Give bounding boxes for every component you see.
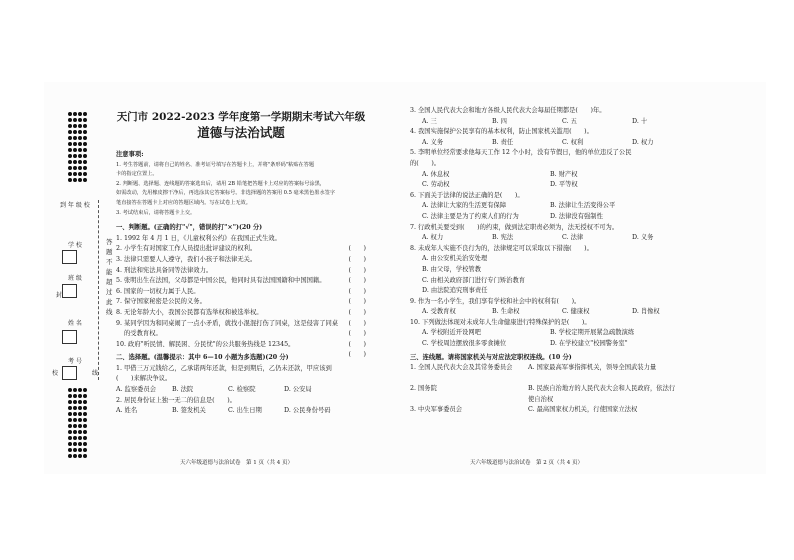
binding-dot xyxy=(73,172,77,176)
binding-dot xyxy=(78,430,82,434)
section1-heading: 一、判断题。(正确的打"√"，错误的打"×")(20 分) xyxy=(116,224,263,232)
binding-dot xyxy=(78,154,82,158)
judge-item: 9. 某同学因为和同桌闹了一点小矛盾，就找小混混打伤了同桌，这是侵害了同桌 ( ) xyxy=(116,319,366,330)
q7-options xyxy=(410,233,710,244)
binding-dot xyxy=(73,388,77,392)
option[interactable]: C. 权利 xyxy=(562,138,584,146)
question-7: 7. 行政机关要受到( )的约束，做到法定职责必须为，法无授权不可为。 xyxy=(410,223,619,231)
binding-dot xyxy=(73,412,77,416)
question-4: 4. 我国实施保护公民享有的基本权利，防止国家机关滥用( )。 xyxy=(410,128,593,136)
binding-dot xyxy=(83,142,87,146)
binding-dot xyxy=(68,112,72,116)
name-box[interactable] xyxy=(62,330,77,344)
judge-item: 的受教育权。 ( ) xyxy=(116,329,366,340)
option[interactable]: B. 责任 xyxy=(492,138,514,146)
matching-left: 2. 国务院 xyxy=(410,385,437,393)
question-6: 6. 下面关于法律的说法正确的是( )。 xyxy=(410,191,524,199)
q5-options-cd xyxy=(410,180,710,191)
no-answer-beyond-line-text: 答题不能超过此线 xyxy=(106,238,113,316)
binding-dot xyxy=(83,172,87,176)
margin-label-top: 到 年 级 校 xyxy=(60,202,90,209)
exam-title: 天门市 2022-2023 学年度第一学期期末考试六年级 xyxy=(116,111,366,123)
binding-dot xyxy=(83,418,87,422)
margin-label-school: 学 校 xyxy=(68,242,82,249)
notice-line: 卡的指定位置上。 xyxy=(116,171,158,178)
binding-dot xyxy=(68,418,72,422)
binding-dot xyxy=(78,136,82,140)
notice-heading: 注意事项: xyxy=(116,151,144,158)
binding-dot xyxy=(73,454,77,458)
answer-paren[interactable]: ( ) xyxy=(348,330,366,338)
binding-dot xyxy=(68,130,72,134)
binding-dot xyxy=(83,118,87,122)
option[interactable]: C. 五 xyxy=(562,117,577,125)
q10-options-ab xyxy=(410,328,710,339)
binding-dot xyxy=(78,454,82,458)
binding-dot xyxy=(78,124,82,128)
notice-line: 笔直接答在答题卡上对应的答题区域内。写在试卷上无效。 xyxy=(116,199,251,206)
answer-paren[interactable]: ( ) xyxy=(348,298,366,306)
binding-dot xyxy=(83,154,87,158)
binding-dot xyxy=(83,178,87,182)
option[interactable]: C. 学校周边摆放很多零食摊位 xyxy=(422,340,507,348)
option[interactable]: B. 四 xyxy=(492,117,507,125)
binding-dot xyxy=(83,136,87,140)
binding-dot xyxy=(78,142,82,146)
option[interactable]: A. 姓名 xyxy=(116,407,138,415)
section2-heading: 二、选择题。(温馨提示：其中 6—10 小题为多选题)(20 分) xyxy=(116,354,289,362)
matching-row[interactable] xyxy=(410,363,710,384)
question-10: 10. 下列做法体现对未成年人生命健康进行特殊保护的是( )。 xyxy=(410,318,591,326)
binding-dot xyxy=(83,124,87,128)
binding-dot xyxy=(83,436,87,440)
binding-dot xyxy=(78,448,82,452)
binding-dot xyxy=(78,406,82,410)
matching-right: A. 国家最高军事指挥机关，领导全国武装力量 xyxy=(528,364,657,372)
matching-row[interactable] xyxy=(410,384,710,405)
question-5: 5. 李明单位经常要求他每天工作 12 个小时，没有节假日，他的单位违反了公民 xyxy=(410,149,632,157)
binding-dot xyxy=(68,148,72,152)
binding-dot xyxy=(83,430,87,434)
option[interactable]: C. 法律主要是为了约束人们的行为 xyxy=(422,212,519,220)
q5-options-ab xyxy=(410,170,710,181)
binding-dot xyxy=(78,400,82,404)
binding-dot xyxy=(78,118,82,122)
answer-paren[interactable]: ( ) xyxy=(348,319,366,327)
binding-dot xyxy=(73,142,77,146)
binding-dot xyxy=(73,178,77,182)
binding-dot xyxy=(78,442,82,446)
margin-label-feng: 封 xyxy=(56,292,63,299)
option[interactable]: C. 由相关政府部门进行专门矫治教育 xyxy=(422,276,526,284)
notice-line: 1. 考生答题前，请将自己的姓名、准考证号填写在答题卡上，并将"条形码"粘贴在答题 xyxy=(116,161,315,168)
binding-dot xyxy=(83,160,87,164)
school-box[interactable] xyxy=(62,250,77,264)
binding-dot xyxy=(83,166,87,170)
page-2 xyxy=(410,106,710,426)
judge-item: 5. 张明出生在法国，父母都是中国公民，他同时具有法国国籍和中国国籍。 ( ) xyxy=(116,276,366,287)
binding-dot xyxy=(78,388,82,392)
binding-dot xyxy=(83,400,87,404)
option[interactable]: A. 学校附近开设网吧 xyxy=(422,329,481,337)
binding-dot xyxy=(68,172,72,176)
option[interactable]: A. 义务 xyxy=(422,138,444,146)
binding-dot xyxy=(83,394,87,398)
binding-dot xyxy=(73,160,77,164)
binding-dot xyxy=(68,436,72,440)
answer-paren[interactable]: ( ) xyxy=(348,308,366,316)
option[interactable]: A. 监察委员会 xyxy=(116,386,157,394)
binding-dot xyxy=(78,166,82,170)
question-1-cont: ( )来解决争议。 xyxy=(116,375,172,383)
binding-dot xyxy=(78,160,82,164)
option[interactable]: A. 法律让大家的生活更有保障 xyxy=(422,202,507,210)
binding-dot xyxy=(78,418,82,422)
margin-label-exam-no: 考 号 xyxy=(68,358,82,365)
notice-list xyxy=(116,161,366,219)
option[interactable]: D. 平等权 xyxy=(550,181,578,189)
binding-dot xyxy=(68,142,72,146)
option[interactable]: C. 劳动权 xyxy=(422,181,450,189)
q3-options xyxy=(410,117,710,128)
binding-dot xyxy=(68,178,72,182)
binding-dot xyxy=(68,454,72,458)
option[interactable]: D. 义务 xyxy=(632,234,654,242)
binding-dot xyxy=(83,406,87,410)
option[interactable]: A. 休息权 xyxy=(422,170,450,178)
option[interactable]: B. 财产权 xyxy=(550,170,578,178)
class-box[interactable] xyxy=(62,284,77,298)
binding-dot xyxy=(73,424,77,428)
q1-options xyxy=(116,385,366,396)
binding-line xyxy=(98,200,99,380)
binding-dot xyxy=(83,424,87,428)
binding-dot xyxy=(68,160,72,164)
judge-item: 8. 无论年龄大小，我国公民都有选举权和被选举权。 ( ) xyxy=(116,308,366,319)
binding-dot xyxy=(73,406,77,410)
binding-dot xyxy=(83,442,87,446)
answer-paren[interactable]: ( ) xyxy=(348,245,366,253)
binding-dots-bottom xyxy=(68,388,88,458)
option[interactable]: D. 公安局 xyxy=(284,386,312,394)
binding-dot xyxy=(73,124,77,128)
binding-dot xyxy=(83,388,87,392)
binding-dot xyxy=(73,154,77,158)
binding-dot xyxy=(83,412,87,416)
q6-options-ab xyxy=(410,201,710,212)
binding-dot xyxy=(83,112,87,116)
binding-dot xyxy=(83,148,87,152)
binding-dot xyxy=(83,130,87,134)
q10-options-cd xyxy=(410,339,710,350)
option[interactable]: D. 由法院追究刑事责任 xyxy=(422,287,488,295)
page-2-footer: 天六年级道德与法治试卷 第 2 页（共 4 页） xyxy=(470,460,583,466)
binding-dot xyxy=(68,430,72,434)
binding-dot xyxy=(73,118,77,122)
option[interactable]: D. 十 xyxy=(632,117,648,125)
binding-dot xyxy=(73,130,77,134)
judge-item: 3. 法律只需要人人遵守，我们小孩子和法律无关。 ( ) xyxy=(116,255,366,266)
binding-dot xyxy=(68,424,72,428)
binding-dot xyxy=(78,424,82,428)
binding-dot xyxy=(73,430,77,434)
matching-left: 3. 中央军事委员会 xyxy=(410,406,463,414)
binding-dot xyxy=(73,148,77,152)
binding-dot xyxy=(68,394,72,398)
judge-item: 7. 保守国家秘密是公民的义务。 ( ) xyxy=(116,297,366,308)
binding-dot xyxy=(78,172,82,176)
margin-label-xiao: 校 xyxy=(52,370,59,377)
binding-dot xyxy=(73,448,77,452)
judge-item: 10. 政府"听民情、解民困、分民忧"的公共服务热线是 12345。 ( ) xyxy=(116,340,366,351)
option[interactable]: A. 由公安机关治安处理 xyxy=(422,255,488,263)
binding-dot xyxy=(68,442,72,446)
q9-options xyxy=(410,307,710,318)
option[interactable]: B. 学校定期开展紧急疏散演练 xyxy=(550,329,635,337)
option[interactable]: D. 公民身份号码 xyxy=(284,407,331,415)
exam-subject-title: 道德与法治试题 xyxy=(197,125,285,140)
question-8: 8. 未成年人实施不良行为的，法律规定可以采取以下措施( )。 xyxy=(410,244,593,252)
binding-dot xyxy=(73,136,77,140)
option[interactable]: B. 法律让生活变得公平 xyxy=(550,202,616,210)
option[interactable]: C. 健康权 xyxy=(562,308,590,316)
option[interactable]: B. 签发机关 xyxy=(172,407,206,415)
binding-dot xyxy=(78,436,82,440)
question-9: 9. 作为一名小学生，我们享有学校和社会中的权利有( )。 xyxy=(410,297,581,305)
binding-dot xyxy=(73,436,77,440)
binding-dot xyxy=(78,148,82,152)
q4-options xyxy=(410,138,710,149)
option[interactable]: D. 在学校建立"校园警务室" xyxy=(550,340,628,348)
binding-dot xyxy=(73,394,77,398)
binding-dots-top xyxy=(68,112,88,182)
margin-label-xian: 线 xyxy=(92,370,99,377)
page-1 xyxy=(116,110,366,417)
binding-dot xyxy=(73,418,77,422)
binding-dot xyxy=(78,112,82,116)
judge-item: 2. 小学生有对国家工作人员提出批评建议的权利。 ( ) xyxy=(116,244,366,255)
matching-left: 1. 全国人民代表大会及其常务委员会 xyxy=(410,364,513,372)
matching-right: C. 最高国家权力机关，行使国家立法权 xyxy=(528,406,638,414)
answer-paren[interactable]: ( ) xyxy=(348,266,366,274)
answer-paren[interactable]: ( ) xyxy=(348,340,366,348)
judge-item: 6. 国家的一切权力属于人民。 ( ) xyxy=(116,287,366,298)
binding-dot xyxy=(68,124,72,128)
answer-paren[interactable]: ( ) xyxy=(348,277,366,285)
matching-row[interactable] xyxy=(410,405,710,426)
option[interactable]: D. 权力 xyxy=(632,138,654,146)
option[interactable]: C. 检察院 xyxy=(228,386,256,394)
judge-item: 1. 1992 年 4 月 1 日，《儿童权利公约》在我国正式生效。 ( ) xyxy=(116,234,366,245)
binding-dot xyxy=(73,166,77,170)
matching-right: B. 民族自治地方的人民代表大会和人民政府，依法行使自治权 xyxy=(528,385,676,403)
option[interactable]: B. 生命权 xyxy=(492,308,520,316)
binding-dot xyxy=(73,400,77,404)
exam-no-box[interactable] xyxy=(62,366,77,380)
binding-dot xyxy=(68,400,72,404)
option[interactable]: B. 宪法 xyxy=(492,234,514,242)
binding-dot xyxy=(68,412,72,416)
binding-dot xyxy=(73,442,77,446)
binding-dot xyxy=(68,388,72,392)
option[interactable]: B. 由父母，学校管教 xyxy=(422,265,482,273)
answer-paren[interactable]: ( ) xyxy=(348,255,366,263)
binding-dot xyxy=(78,178,82,182)
binding-dot xyxy=(68,118,72,122)
option[interactable]: D. 法律没有强制性 xyxy=(550,212,603,220)
option[interactable]: B. 法院 xyxy=(172,386,194,394)
binding-dot xyxy=(83,448,87,452)
binding-dot xyxy=(83,454,87,458)
answer-paren[interactable]: ( ) xyxy=(348,287,366,295)
margin-label-class: 班 级 xyxy=(68,275,82,282)
question-2: 2. 居民身份证上独一无二的信息是( )。 xyxy=(116,396,236,404)
section3-heading: 三、连线题。请将国家机关与对应法定职权连线。(10 分) xyxy=(410,353,572,361)
answer-paren[interactable]: ( ) xyxy=(348,351,366,359)
notice-line: 如需改动，先用橡皮擦干净后，再选涂其它答案标号。非选择题的答案用 0.5 毫米黑色墨水签字 xyxy=(116,190,336,197)
binding-dot xyxy=(68,154,72,158)
binding-dot xyxy=(68,166,72,170)
binding-dot xyxy=(78,412,82,416)
binding-dot xyxy=(68,448,72,452)
q6-options-cd xyxy=(410,212,710,223)
page-1-footer: 天六年级道德与法治试卷 第 1 页（共 4 页） xyxy=(180,460,293,466)
notice-line: 3. 考试结束后，请将答题卡上交。 xyxy=(116,209,196,216)
option[interactable]: A. 权力 xyxy=(422,234,444,242)
question-1: 1. 甲借三万元钱给乙，乙承诺两年还款，但是到期后，乙仍未还款，甲应该到 xyxy=(116,364,332,372)
binding-dot xyxy=(78,394,82,398)
option[interactable]: D. 肖像权 xyxy=(632,308,660,316)
option[interactable]: A. 三 xyxy=(422,117,437,125)
notice-line: 2. 判断题、选择题、连线题的答案选出后，请用 2B 铅笔把答题卡上对应的答案标号涂黑， xyxy=(116,180,325,187)
question-3: 3. 全国人民代表大会和地方各级人民代表大会每届任期都是( )年。 xyxy=(410,107,606,114)
option[interactable]: A. 受教育权 xyxy=(422,308,456,316)
option[interactable]: C. 法律 xyxy=(562,234,584,242)
binding-dot xyxy=(73,112,77,116)
binding-dot xyxy=(78,130,82,134)
margin-label-name: 姓 名 xyxy=(68,320,82,327)
q2-options xyxy=(116,406,366,417)
binding-dot xyxy=(68,406,72,410)
judge-item: 4. 刑法和宪法具备同等法律效力。 ( ) xyxy=(116,266,366,277)
binding-dot xyxy=(68,136,72,140)
question-5-cont: 的( )。 xyxy=(410,159,441,167)
option[interactable]: C. 出生日期 xyxy=(228,407,262,415)
